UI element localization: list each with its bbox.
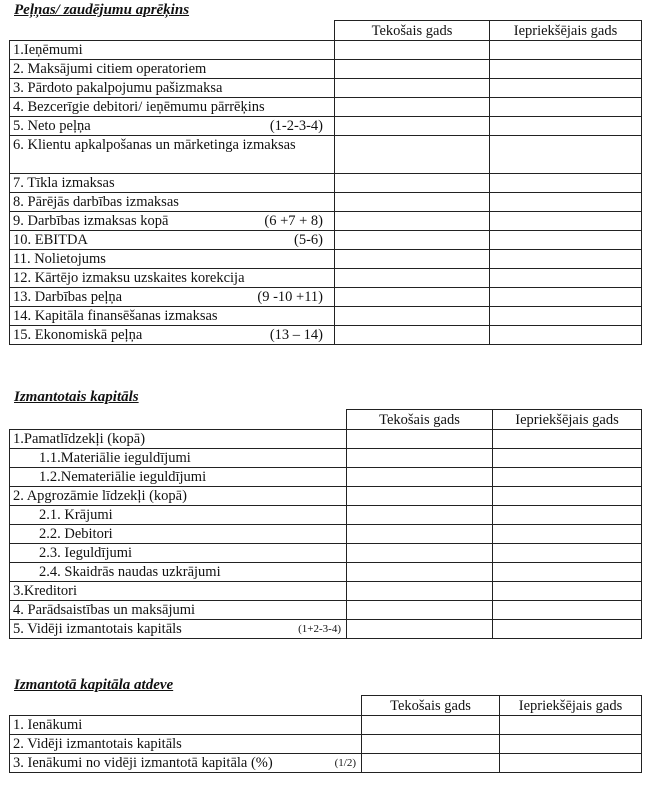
header-blank-cell xyxy=(10,410,347,430)
previous-year-cell[interactable] xyxy=(490,288,642,307)
capital-used-table xyxy=(9,409,642,639)
table-row xyxy=(10,98,642,117)
previous-year-cell[interactable] xyxy=(493,544,642,563)
row-label: 8. Pārējās darbības izmaksas xyxy=(13,194,179,210)
current-year-cell[interactable] xyxy=(362,754,500,773)
row-label: 2.1. Krājumi xyxy=(39,507,113,523)
row-label: 3.Kreditori xyxy=(13,583,78,599)
row-label: 2.2. Debitori xyxy=(39,526,113,542)
row-label-cell xyxy=(10,288,335,307)
row-label: 3. Ienākumi no vidēji izmantotā kapitāla (%) xyxy=(13,755,273,771)
row-formula: (1+2-3-4) xyxy=(298,623,341,635)
previous-year-cell[interactable] xyxy=(493,468,642,487)
row-label-cell xyxy=(10,544,347,563)
current-year-cell[interactable] xyxy=(347,563,493,582)
table-row xyxy=(10,601,642,620)
current-year-cell[interactable] xyxy=(335,212,490,231)
header-previous-year: Iepriekšējais gads xyxy=(493,410,642,430)
row-label-cell xyxy=(10,449,347,468)
row-label: 6. Klientu apkalpošanas un mārketinga izmaksas xyxy=(13,137,296,153)
current-year-cell[interactable] xyxy=(335,174,490,193)
table-row xyxy=(10,193,642,212)
current-year-cell[interactable] xyxy=(347,468,493,487)
previous-year-cell[interactable] xyxy=(490,79,642,98)
table-row xyxy=(10,41,642,60)
header-current-year: Tekošais gads xyxy=(347,410,493,430)
row-label-cell xyxy=(10,193,335,212)
current-year-cell[interactable] xyxy=(347,601,493,620)
table-row xyxy=(10,620,642,639)
previous-year-cell[interactable] xyxy=(493,620,642,639)
current-year-cell[interactable] xyxy=(335,288,490,307)
current-year-cell[interactable] xyxy=(335,60,490,79)
previous-year-cell[interactable] xyxy=(490,307,642,326)
previous-year-cell[interactable] xyxy=(493,582,642,601)
previous-year-cell[interactable] xyxy=(490,174,642,193)
row-label: 5. Vidēji izmantotais kapitāls xyxy=(13,621,182,637)
table-row xyxy=(10,563,642,582)
row-formula: (6 +7 + 8) xyxy=(264,213,323,229)
row-label: 5. Neto peļņa xyxy=(13,118,91,134)
table-header-row xyxy=(10,410,642,430)
row-label-cell xyxy=(10,231,335,250)
row-label: 1.Ieņēmumi xyxy=(13,42,83,58)
current-year-cell[interactable] xyxy=(335,250,490,269)
header-blank-cell xyxy=(10,696,362,716)
row-label-cell xyxy=(10,563,347,582)
current-year-cell[interactable] xyxy=(347,449,493,468)
row-label: 10. EBITDA xyxy=(13,232,88,248)
current-year-cell[interactable] xyxy=(347,487,493,506)
current-year-cell[interactable] xyxy=(347,620,493,639)
table-row xyxy=(10,449,642,468)
row-label-cell xyxy=(10,601,347,620)
previous-year-cell[interactable] xyxy=(493,449,642,468)
header-current-year: Tekošais gads xyxy=(362,696,500,716)
row-label: 1. Ienākumi xyxy=(13,717,83,733)
current-year-cell[interactable] xyxy=(335,231,490,250)
row-label-cell xyxy=(10,525,347,544)
header-previous-year: Iepriekšējais gads xyxy=(490,21,642,41)
row-formula: (13 – 14) xyxy=(269,327,323,343)
previous-year-cell[interactable] xyxy=(493,506,642,525)
current-year-cell[interactable] xyxy=(347,525,493,544)
previous-year-cell[interactable] xyxy=(490,117,642,136)
table-row xyxy=(10,212,642,231)
row-label-cell xyxy=(10,98,335,117)
previous-year-cell[interactable] xyxy=(490,269,642,288)
row-label: 1.1.Materiālie ieguldījumi xyxy=(39,450,191,466)
row-label: 12. Kārtējo izmaksu uzskaites korekcija xyxy=(13,270,245,286)
row-label-cell xyxy=(10,136,335,174)
table-row xyxy=(10,250,642,269)
row-label: 4. Parādsaistības un maksājumi xyxy=(13,602,196,618)
row-label-cell xyxy=(10,269,335,288)
row-label: 7. Tīkla izmaksas xyxy=(13,175,115,191)
row-label-cell xyxy=(10,487,347,506)
current-year-cell[interactable] xyxy=(335,41,490,60)
table-row xyxy=(10,136,642,174)
current-year-cell[interactable] xyxy=(335,117,490,136)
previous-year-cell[interactable] xyxy=(490,98,642,117)
header-previous-year: Iepriekšējais gads xyxy=(500,696,642,716)
row-label: 14. Kapitāla finansēšanas izmaksas xyxy=(13,308,218,324)
section-title-profit-loss: Peļņas/ zaudējumu aprēķins xyxy=(14,2,190,18)
header-current-year: Tekošais gads xyxy=(335,21,490,41)
current-year-cell[interactable] xyxy=(335,136,490,174)
row-label-cell xyxy=(10,735,362,754)
table-header-row xyxy=(10,21,642,41)
current-year-cell[interactable] xyxy=(347,506,493,525)
table-header-row xyxy=(10,696,642,716)
section-title-capital-return: Izmantotā kapitāla atdeve xyxy=(14,677,174,693)
row-label: 9. Darbības izmaksas kopā xyxy=(13,213,169,229)
current-year-cell[interactable] xyxy=(335,307,490,326)
current-year-cell[interactable] xyxy=(347,544,493,563)
row-label-cell xyxy=(10,250,335,269)
row-label-cell xyxy=(10,212,335,231)
row-label: 2.4. Skaidrās naudas uzkrājumi xyxy=(39,564,221,580)
row-label-cell xyxy=(10,60,335,79)
table-row xyxy=(10,754,642,773)
row-label-cell xyxy=(10,174,335,193)
table-row xyxy=(10,174,642,193)
previous-year-cell[interactable] xyxy=(500,735,642,754)
current-year-cell[interactable] xyxy=(335,98,490,117)
previous-year-cell[interactable] xyxy=(490,231,642,250)
capital-return-table xyxy=(9,695,642,773)
row-label: 13. Darbības peļņa xyxy=(13,289,123,305)
previous-year-cell[interactable] xyxy=(500,754,642,773)
previous-year-cell[interactable] xyxy=(490,41,642,60)
table-row xyxy=(10,468,642,487)
previous-year-cell[interactable] xyxy=(490,136,642,174)
row-label: 1.Pamatlīdzekļi (kopā) xyxy=(13,431,146,447)
row-label-cell xyxy=(10,41,335,60)
row-formula: (1-2-3-4) xyxy=(269,118,323,134)
row-label: 15. Ekonomiskā peļņa xyxy=(13,327,143,343)
row-label-cell xyxy=(10,582,347,601)
table-row xyxy=(10,117,642,136)
previous-year-cell[interactable] xyxy=(500,716,642,735)
row-formula: (9 -10 +11) xyxy=(257,289,323,305)
row-label-cell xyxy=(10,506,347,525)
table-row xyxy=(10,79,642,98)
previous-year-cell[interactable] xyxy=(490,212,642,231)
row-formula: (1/2) xyxy=(334,757,356,769)
previous-year-cell[interactable] xyxy=(493,430,642,449)
table-row xyxy=(10,506,642,525)
table-row xyxy=(10,525,642,544)
row-label-cell xyxy=(10,716,362,735)
section-title-capital-used: Izmantotais kapitāls xyxy=(14,389,139,405)
row-label: 1.2.Nemateriālie ieguldījumi xyxy=(39,469,207,485)
current-year-cell[interactable] xyxy=(335,269,490,288)
previous-year-cell[interactable] xyxy=(493,601,642,620)
row-label: 2.3. Ieguldījumi xyxy=(39,545,133,561)
row-label: 2. Maksājumi citiem operatoriem xyxy=(13,61,207,77)
row-label-cell xyxy=(10,430,347,449)
current-year-cell[interactable] xyxy=(347,582,493,601)
previous-year-cell[interactable] xyxy=(490,193,642,212)
header-blank-cell xyxy=(10,21,335,41)
current-year-cell[interactable] xyxy=(347,430,493,449)
row-label-cell xyxy=(10,307,335,326)
row-label: 2. Apgrozāmie līdzekļi (kopā) xyxy=(13,488,187,504)
table-row xyxy=(10,288,642,307)
previous-year-cell[interactable] xyxy=(493,525,642,544)
current-year-cell[interactable] xyxy=(335,326,490,345)
table-row xyxy=(10,487,642,506)
row-label-cell xyxy=(10,620,347,639)
table-row xyxy=(10,269,642,288)
row-label-cell xyxy=(10,326,335,345)
table-row xyxy=(10,582,642,601)
table-row xyxy=(10,60,642,79)
row-label-cell xyxy=(10,79,335,98)
row-label: 4. Bezcerīgie debitori/ ieņēmumu pārrēķins xyxy=(13,99,265,115)
current-year-cell[interactable] xyxy=(362,735,500,754)
table-row xyxy=(10,716,642,735)
table-row xyxy=(10,307,642,326)
row-label: 11. Nolietojums xyxy=(13,251,106,267)
table-row xyxy=(10,544,642,563)
current-year-cell[interactable] xyxy=(335,193,490,212)
table-row xyxy=(10,430,642,449)
previous-year-cell[interactable] xyxy=(490,326,642,345)
previous-year-cell[interactable] xyxy=(490,250,642,269)
current-year-cell[interactable] xyxy=(362,716,500,735)
row-label: 2. Vidēji izmantotais kapitāls xyxy=(13,736,182,752)
row-formula: (5-6) xyxy=(294,232,323,248)
table-row xyxy=(10,231,642,250)
profit-loss-table xyxy=(9,20,642,345)
previous-year-cell[interactable] xyxy=(493,563,642,582)
row-label-cell xyxy=(10,754,362,773)
row-label-cell xyxy=(10,468,347,487)
current-year-cell[interactable] xyxy=(335,79,490,98)
row-label: 3. Pārdoto pakalpojumu pašizmaksa xyxy=(13,80,223,96)
previous-year-cell[interactable] xyxy=(490,60,642,79)
row-label-cell xyxy=(10,117,335,136)
previous-year-cell[interactable] xyxy=(493,487,642,506)
table-row xyxy=(10,326,642,345)
table-row xyxy=(10,735,642,754)
